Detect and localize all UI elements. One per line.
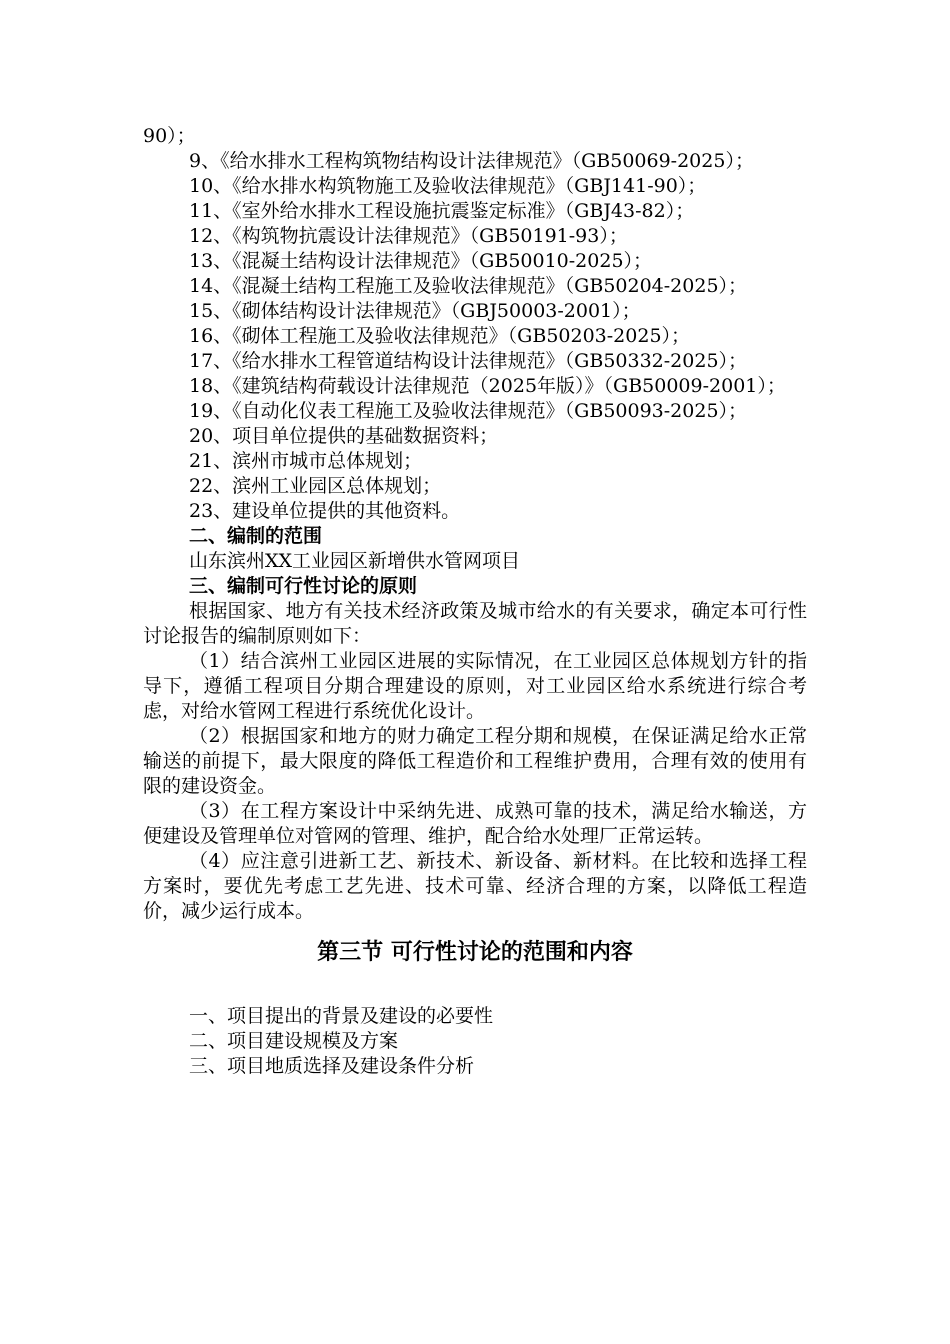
- principle-3: （3）在工程方案设计中采纳先进、成熟可靠的技术，满足给水输送，方便建设及管理单位对管网的管理、维护，配合给水处理厂正常运转。: [143, 800, 807, 847]
- scope-heading: 二、编制的范围: [189, 525, 323, 547]
- list-item-22: 22、滨州工业园区总体规划；: [189, 475, 442, 497]
- principle-4: （4）应注意引进新工艺、新技术、新设备、新材料。在比较和选择工程方案时，要优先考虑工艺先进、技术可靠、经济合理的方案，以降低工程造价，减少运行成本。: [143, 850, 807, 922]
- list-item-14: 14、《混凝土结构工程施工及验收法律规范》（GB50204-2025）；: [189, 275, 748, 297]
- list-item-13: 13、《混凝土结构设计法律规范》（GB50010-2025）；: [189, 250, 653, 272]
- list-item-12: 12、《构筑物抗震设计法律规范》（GB50191-93）；: [189, 225, 628, 247]
- list-item-9: 9、《给水排水工程构筑物结构设计法律规范》（GB50069-2025）；: [189, 150, 754, 172]
- principles-heading: 三、编制可行性讨论的原则: [189, 575, 418, 597]
- section-title: 第三节 可行性讨论的范围和内容: [317, 940, 633, 965]
- list-item-18: 18、《建筑结构荷载设计法律规范（2025年版）》（GB50009-2001）；: [189, 375, 786, 397]
- list-item-16: 16、《砌体工程施工及验收法律规范》（GB50203-2025）；: [189, 325, 691, 347]
- list-item-21: 21、滨州市城市总体规划；: [189, 450, 423, 472]
- list-item-19: 19、《自动化仪表工程施工及验收法律规范》（GB50093-2025）；: [189, 400, 748, 422]
- principles-intro: 根据国家、地方有关技术经济政策及城市给水的有关要求，确定本可行性讨论报告的编制原则如下：: [143, 600, 807, 647]
- scope-text: 山东滨州XX工业园区新增供水管网项目: [189, 550, 521, 572]
- list-item-20: 20、项目单位提供的基础数据资料；: [189, 425, 499, 447]
- list-item-11: 11、《室外给水排水工程设施抗震鉴定标准》（GBJ43-82）；: [189, 200, 695, 222]
- document-page: [143, 124, 807, 1079]
- principle-1: （1）结合滨州工业园区进展的实际情况，在工业园区总体规划方针的指导下，遵循工程项目分期合理建设的原则，对工业园区给水系统进行综合考虑，对给水管网工程进行系统优化设计。: [143, 650, 807, 722]
- contents-item-2: 二、项目建设规模及方案: [189, 1030, 399, 1052]
- list-item-23: 23、建设单位提供的其他资料。: [189, 500, 461, 522]
- list-item-17: 17、《给水排水工程管道结构设计法律规范》（GB50332-2025）；: [189, 350, 748, 372]
- contents-item-3: 三、项目地质选择及建设条件分析: [189, 1055, 475, 1077]
- principle-2: （2）根据国家和地方的财力确定工程分期和规模，在保证满足给水正常输送的前提下，最大限度的降低工程造价和工程维护费用，合理有效的使用有限的建设资金。: [143, 725, 807, 797]
- list-item-10: 10、《给水排水构筑物施工及验收法律规范》（GBJ141-90）；: [189, 175, 707, 197]
- contents-item-1: 一、项目提出的背景及建设的必要性: [189, 1005, 494, 1027]
- list-item-continued: 90）；: [143, 125, 196, 147]
- spacer: [143, 974, 807, 1004]
- list-item-15: 15、《砌体结构设计法律规范》（GBJ50003-2001）；: [189, 300, 641, 322]
